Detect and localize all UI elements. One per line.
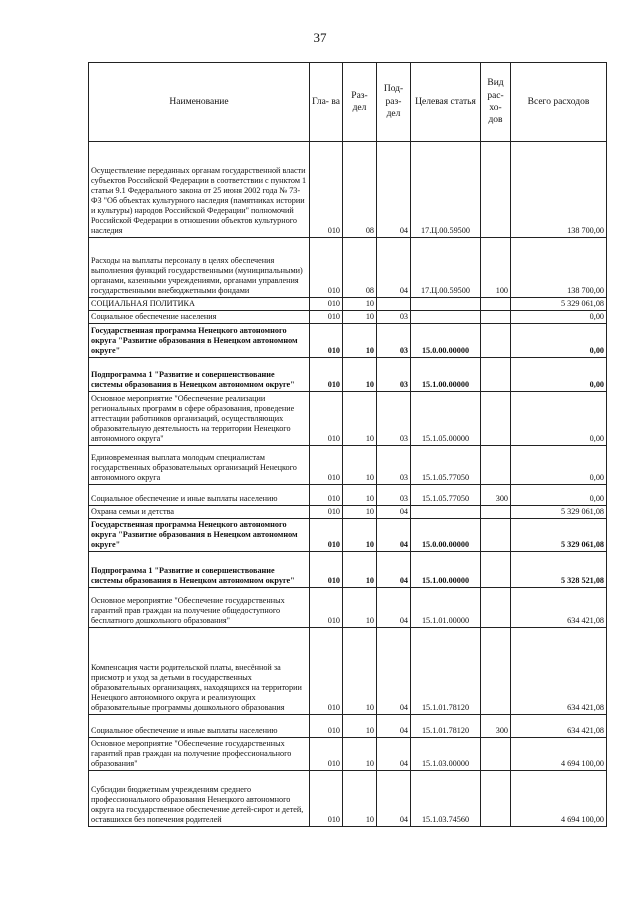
header-chapter: Гла- ва — [310, 63, 343, 142]
table-row — [89, 738, 607, 771]
table-row — [89, 324, 607, 358]
cell-name: Охрана семьи и детства — [89, 506, 310, 519]
cell-total: 138 700,00 — [511, 142, 607, 238]
cell-name: Государственная программа Ненецкого автономного округа "Развитие образования в Ненецком автономном округе" — [89, 519, 310, 552]
cell-section: 10 — [343, 298, 377, 311]
cell-target: 15.1.01.78120 — [411, 628, 481, 715]
cell-name: Социальное обеспечение и иные выплаты населению — [89, 485, 310, 506]
cell-name: Расходы на выплаты персоналу в целях обеспечения выполнения функций государственными (муниципальными) органами, казенными учреждениями, органами управления государственными внебюджетными фондами — [89, 238, 310, 298]
cell-target — [411, 311, 481, 324]
table-row — [89, 506, 607, 519]
cell-target — [411, 298, 481, 311]
cell-name: Единовременная выплата молодым специалистам государственных образовательных организаций Ненецкого автономного округа — [89, 446, 310, 485]
cell-subsection: 04 — [377, 506, 411, 519]
cell-name: Социальное обеспечение населения — [89, 311, 310, 324]
cell-section: 10 — [343, 738, 377, 771]
cell-chapter: 010 — [310, 506, 343, 519]
budget-table — [88, 62, 607, 827]
cell-subsection: 03 — [377, 485, 411, 506]
cell-section: 10 — [343, 715, 377, 738]
cell-subsection: 04 — [377, 628, 411, 715]
cell-exp-type — [481, 142, 511, 238]
table-row — [89, 519, 607, 552]
cell-total: 4 694 100,00 — [511, 771, 607, 827]
cell-section: 10 — [343, 552, 377, 588]
cell-exp-type — [481, 446, 511, 485]
cell-exp-type: 300 — [481, 485, 511, 506]
cell-chapter: 010 — [310, 446, 343, 485]
cell-exp-type — [481, 298, 511, 311]
cell-total: 0,00 — [511, 485, 607, 506]
cell-name: Основное мероприятие "Обеспечение реализации региональных программ в сфере образования, проведение аттестации работников организаций, осуществляющих образовательную деятельность на территории Ненецкого автономного округа" — [89, 392, 310, 446]
cell-chapter: 010 — [310, 298, 343, 311]
cell-section: 10 — [343, 519, 377, 552]
cell-section: 10 — [343, 588, 377, 628]
cell-total: 0,00 — [511, 446, 607, 485]
cell-section: 08 — [343, 238, 377, 298]
cell-subsection: 04 — [377, 142, 411, 238]
cell-target: 15.0.00.00000 — [411, 519, 481, 552]
cell-chapter: 010 — [310, 324, 343, 358]
table-row — [89, 311, 607, 324]
cell-section: 10 — [343, 485, 377, 506]
cell-section: 10 — [343, 324, 377, 358]
cell-section: 10 — [343, 311, 377, 324]
cell-target: 15.1.05.77050 — [411, 485, 481, 506]
cell-subsection: 04 — [377, 715, 411, 738]
cell-target: 15.1.00.00000 — [411, 552, 481, 588]
cell-chapter: 010 — [310, 311, 343, 324]
cell-chapter: 010 — [310, 552, 343, 588]
cell-chapter: 010 — [310, 738, 343, 771]
cell-section: 10 — [343, 392, 377, 446]
cell-section: 08 — [343, 142, 377, 238]
cell-chapter: 010 — [310, 588, 343, 628]
cell-total: 4 694 100,00 — [511, 738, 607, 771]
cell-name: Основное мероприятие "Обеспечение государственных гарантий прав граждан на получение профессионального образования" — [89, 738, 310, 771]
cell-chapter: 010 — [310, 628, 343, 715]
cell-total: 138 700,00 — [511, 238, 607, 298]
table-row — [89, 446, 607, 485]
cell-subsection: 04 — [377, 588, 411, 628]
cell-name: Подпрограмма 1 "Развитие и совершенствование системы образования в Ненецком автономном округе" — [89, 552, 310, 588]
cell-exp-type: 300 — [481, 715, 511, 738]
table-row — [89, 552, 607, 588]
cell-chapter: 010 — [310, 392, 343, 446]
table-row — [89, 298, 607, 311]
cell-subsection: 03 — [377, 392, 411, 446]
cell-subsection: 04 — [377, 771, 411, 827]
header-subsection: Под- раз- дел — [377, 63, 411, 142]
cell-target: 15.1.05.00000 — [411, 392, 481, 446]
cell-target: 15.1.03.74560 — [411, 771, 481, 827]
cell-total: 5 329 061,08 — [511, 506, 607, 519]
cell-subsection: 04 — [377, 552, 411, 588]
header-section: Раз- дел — [343, 63, 377, 142]
cell-subsection: 03 — [377, 446, 411, 485]
cell-target: 15.0.00.00000 — [411, 324, 481, 358]
cell-exp-type — [481, 771, 511, 827]
cell-total: 5 328 521,08 — [511, 552, 607, 588]
table-row — [89, 771, 607, 827]
cell-exp-type — [481, 358, 511, 392]
cell-name: Подпрограмма 1 "Развитие и совершенствование системы образования в Ненецком автономном округе" — [89, 358, 310, 392]
cell-subsection: 03 — [377, 311, 411, 324]
cell-target: 17.Ц.00.59500 — [411, 142, 481, 238]
cell-subsection: 03 — [377, 324, 411, 358]
table-header-row — [89, 63, 607, 142]
cell-exp-type — [481, 324, 511, 358]
header-total: Всего расходов — [511, 63, 607, 142]
table-row — [89, 358, 607, 392]
cell-exp-type — [481, 552, 511, 588]
cell-exp-type — [481, 519, 511, 552]
table-row — [89, 588, 607, 628]
cell-section: 10 — [343, 446, 377, 485]
cell-exp-type — [481, 628, 511, 715]
cell-total: 5 329 061,08 — [511, 519, 607, 552]
cell-chapter: 010 — [310, 771, 343, 827]
header-name: Наименование — [89, 63, 310, 142]
cell-name: СОЦИАЛЬНАЯ ПОЛИТИКА — [89, 298, 310, 311]
cell-chapter: 010 — [310, 238, 343, 298]
cell-total: 634 421,08 — [511, 588, 607, 628]
cell-target: 17.Ц.00.59500 — [411, 238, 481, 298]
cell-section: 10 — [343, 506, 377, 519]
cell-subsection — [377, 298, 411, 311]
header-exp-type: Вид рас- хо- дов — [481, 63, 511, 142]
cell-exp-type — [481, 311, 511, 324]
cell-total: 0,00 — [511, 311, 607, 324]
cell-target: 15.1.03.00000 — [411, 738, 481, 771]
cell-total: 0,00 — [511, 392, 607, 446]
cell-total: 0,00 — [511, 358, 607, 392]
cell-section: 10 — [343, 358, 377, 392]
table-row — [89, 485, 607, 506]
cell-section: 10 — [343, 771, 377, 827]
cell-exp-type — [481, 738, 511, 771]
cell-exp-type — [481, 588, 511, 628]
cell-name: Основное мероприятие "Обеспечение государственных гарантий прав граждан на получение общедоступного бесплатного дошкольного образования" — [89, 588, 310, 628]
table-body — [89, 142, 607, 827]
cell-subsection: 04 — [377, 519, 411, 552]
cell-chapter: 010 — [310, 142, 343, 238]
cell-exp-type: 100 — [481, 238, 511, 298]
cell-target: 15.1.05.77050 — [411, 446, 481, 485]
cell-subsection: 04 — [377, 738, 411, 771]
header-target: Целевая статья — [411, 63, 481, 142]
cell-chapter: 010 — [310, 715, 343, 738]
cell-total: 0,00 — [511, 324, 607, 358]
cell-section: 10 — [343, 628, 377, 715]
cell-name: Субсидии бюджетным учреждениям среднего профессионального образования Ненецкого автономного округа на государственное обеспечение детей-сирот и детей, оставшихся без попечения родителей — [89, 771, 310, 827]
table-row — [89, 715, 607, 738]
cell-exp-type — [481, 392, 511, 446]
cell-total: 634 421,08 — [511, 628, 607, 715]
cell-target: 15.1.01.00000 — [411, 588, 481, 628]
table-row — [89, 392, 607, 446]
cell-total: 634 421,08 — [511, 715, 607, 738]
page-number: 37 — [313, 30, 327, 45]
cell-subsection: 03 — [377, 358, 411, 392]
cell-name: Социальное обеспечение и иные выплаты населению — [89, 715, 310, 738]
cell-subsection: 04 — [377, 238, 411, 298]
cell-target: 15.1.01.78120 — [411, 715, 481, 738]
cell-exp-type — [481, 506, 511, 519]
cell-name: Компенсация части родительской платы, внесённой за присмотр и уход за детьми в государственных образовательных организациях, находящихся на территории Ненецкого автономного округа и реализующих образовательные программы дошкольного образования — [89, 628, 310, 715]
table-row — [89, 142, 607, 238]
cell-target — [411, 506, 481, 519]
cell-total: 5 329 061,08 — [511, 298, 607, 311]
table-row — [89, 238, 607, 298]
cell-target: 15.1.00.00000 — [411, 358, 481, 392]
cell-chapter: 010 — [310, 358, 343, 392]
cell-name: Государственная программа Ненецкого автономного округа "Развитие образования в Ненецком автономном округе" — [89, 324, 310, 358]
cell-name: Осуществление переданных органам государственной власти субъектов Российской Федерации в соответствии с пунктом 1 статьи 9.1 Федерального закона от 25 июня 2002 года № 73-ФЗ "Об объектах культурного наследия (памятниках истории и культуры) народов Российской Федерации" полномочий Российской Федерации в отношении объектов культурного наследия — [89, 142, 310, 238]
table-row — [89, 628, 607, 715]
cell-chapter: 010 — [310, 519, 343, 552]
cell-chapter: 010 — [310, 485, 343, 506]
